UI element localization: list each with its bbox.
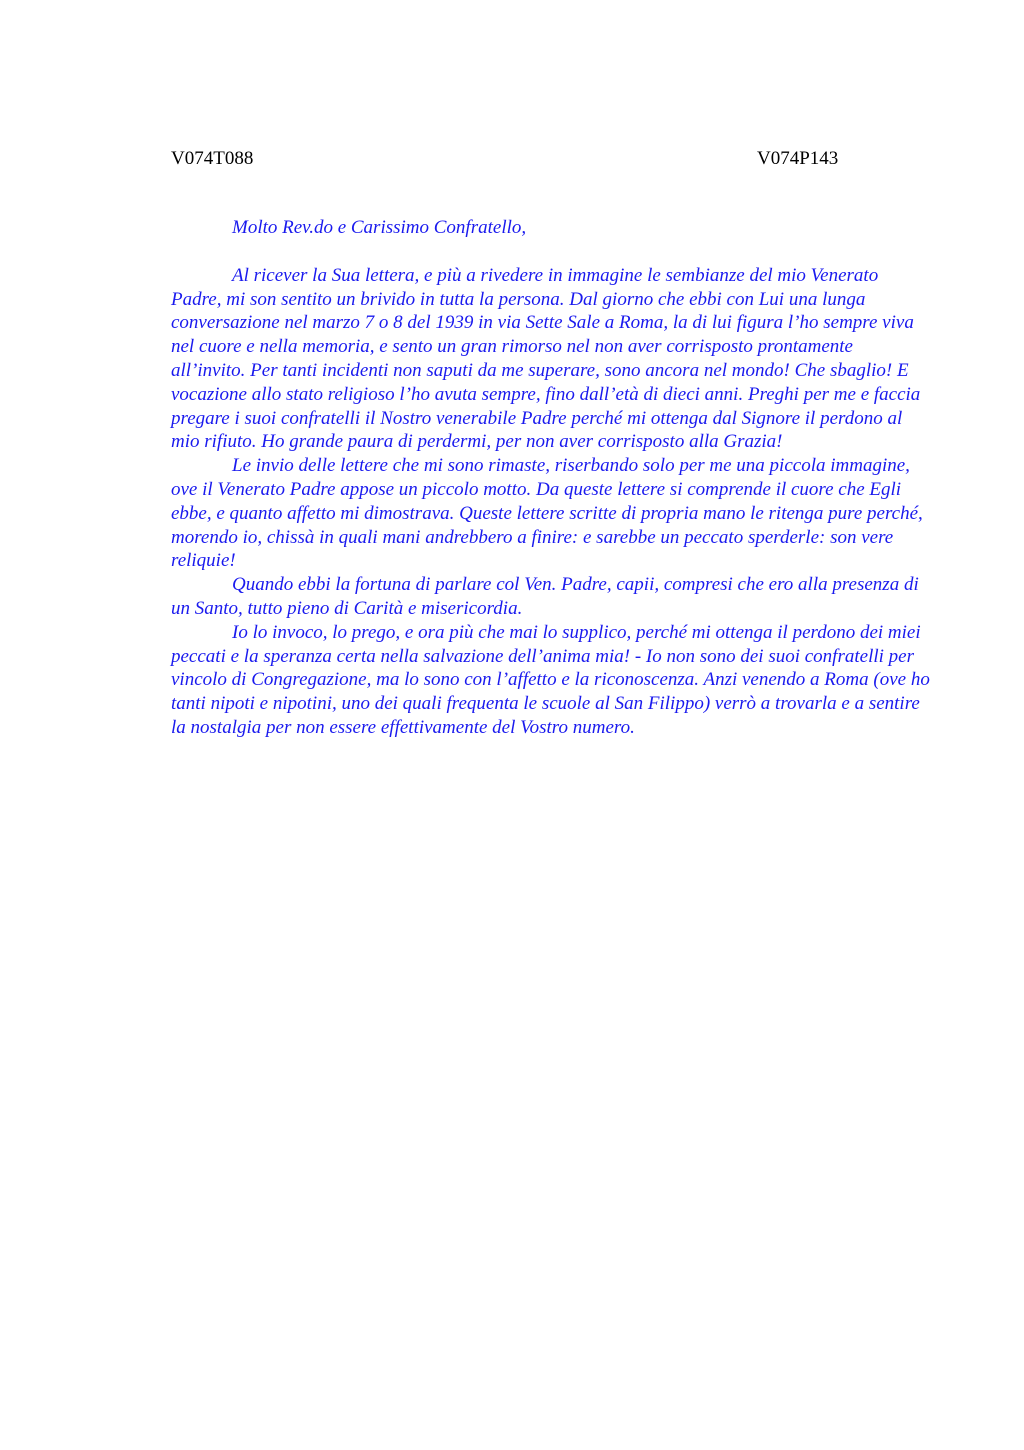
document-code-left: V074T088 bbox=[171, 148, 254, 169]
letter-paragraph-4: Io lo invoco, lo prego, e ora più che mai lo supplico, perché mi ottenga il perdono dei miei peccati e la speranza certa nella salvazione dell’anima mia! - Io non sono dei suoi confratelli per vincolo di Congregazione, ma lo sono con l’affetto e la riconoscenza. Anzi venendo a Roma (ove ho tanti nipoti e nipotini, uno dei quali frequenta le scuole al San Filippo) verrò a trovarla e a sentire la nostalgia per non essere effettivamente del Vostro numero. bbox=[171, 621, 930, 738]
letter-paragraph-1: Al ricever la Sua lettera, e più a rivedere in immagine le sembianze del mio Venerato Padre, mi son sentito un brivido in tutta la persona. Dal giorno che ebbi con Lui una lunga conversazione nel marzo 7 o 8 del 1939 in via Sette Sale a Roma, la di lui figura l’ho sempre viva nel cuore e nella memoria, e sento un gran rimorso nel non aver corrisposto prontamente all’invito. Per tanti incidenti non saputi da me superare, sono ancora nel mondo! Che sbaglio! E vocazione allo stato religioso l’ho avuta sempre, fino dall’età di dieci anni. Preghi per me e faccia pregare i suoi confratelli il Nostro venerabile Padre perché mi ottenga dal Signore il perdono al mio rifiuto. Ho grande paura di perdermi, per non aver corrisposto alla Grazia! bbox=[171, 264, 921, 453]
letter-paragraph-2: Le invio delle lettere che mi sono rimaste, riserbando solo per me una piccola immagine, ove il Venerato Padre appose un piccolo motto. Da queste lettere si comprende il cuore che Egli ebbe, e quanto affetto mi dimostrava. Queste lettere scritte di propria mano le ritenga pure perché, morendo io, chissà in quali mani andrebbero a finire: e sarebbe un peccato sperderle: son vere reliquie! bbox=[171, 455, 923, 572]
letter-body bbox=[171, 216, 931, 740]
letter-salutation: Molto Rev.do e Carissimo Confratello, bbox=[232, 217, 527, 238]
document-code-right: V074P143 bbox=[757, 148, 839, 169]
letter-paragraph-3: Quando ebbi la fortuna di parlare col Ven. Padre, capii, compresi che ero alla presenza di un Santo, tutto pieno di Carità e misericordia. bbox=[171, 574, 919, 619]
